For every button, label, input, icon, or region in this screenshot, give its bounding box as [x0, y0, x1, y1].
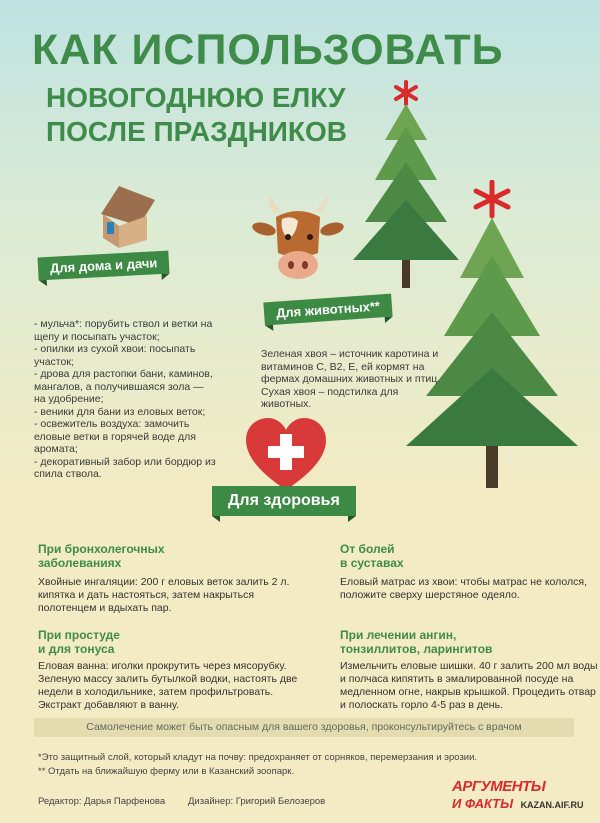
editor-credit: Редактор: Дарья Парфенова — [38, 796, 166, 807]
animals-line: Сухая хвоя – подстилка для — [261, 385, 399, 398]
joints-heading — [340, 542, 404, 570]
throat-heading — [340, 628, 492, 656]
throat-text — [340, 660, 598, 712]
heart-cross-icon — [246, 418, 326, 492]
animals-line: животных. — [261, 398, 312, 410]
aif-logo — [452, 778, 584, 813]
home-item: - дрова для растопки бани, каминов, — [34, 368, 213, 380]
animals-text — [261, 348, 440, 411]
cold-line: Экстракт добавляют в ванну. — [38, 699, 180, 711]
cold-text — [38, 660, 297, 712]
throat-line: и полчаса кипятить в эмалированной посуде на — [340, 673, 574, 685]
home-item: на удобрение; — [34, 393, 104, 405]
throat-line: Измельчить еловые шишки. 40 г залить 200 мл воды — [340, 660, 598, 672]
logo-line-2: И ФАКТЫ — [452, 796, 514, 811]
home-item: - декоративный забор или бордюр из — [34, 455, 216, 468]
home-item: спила ствола. — [34, 468, 102, 480]
bronchi-title-1: При бронхолегочных — [38, 542, 165, 556]
cold-title-2: и для тонуса — [38, 642, 115, 656]
home-item: - опилки из сухой хвои: посыпать — [34, 343, 196, 355]
throat-line: и полоскать горло 4-5 раз в день. — [340, 699, 503, 711]
big-fir-tree-icon — [400, 180, 590, 500]
joints-line: положите сверху шерстяное одеяло. — [340, 589, 520, 601]
animals-line: фермах домашних животных и птиц. — [261, 373, 441, 385]
throat-line: медленном огне, накрыв крышкой. Процедить отвар — [340, 686, 596, 698]
house-icon — [93, 180, 165, 250]
throat-title-1: При лечении ангин, — [340, 628, 457, 642]
title-line-1: КАК ИСПОЛЬЗОВАТЬ — [32, 26, 504, 74]
home-item: - мульча*: порубить ствол и ветки на — [34, 318, 213, 330]
star-icon — [476, 182, 508, 216]
footnote-2: ** Отдать на ближайшую ферму или в Казанский зоопарк. — [38, 766, 295, 777]
animals-line: витаминов С, В2, Е, ей кормят на — [261, 360, 425, 373]
joints-line: Еловый матрас из хвои: чтобы матрас не кололся, — [340, 576, 587, 588]
footnote-1: *Это защитный слой, который кладут на почву: предохраняет от сорняков, перемерзания и эрозии. — [38, 752, 478, 763]
bronchi-heading — [38, 542, 165, 570]
home-item: аромата; — [34, 443, 78, 455]
cold-line: недели в холодильнике, затем профильтровать. — [38, 686, 274, 698]
bronchi-line: кипятка и дать настояться, затем накрыться — [38, 589, 255, 601]
home-item: щепу и посыпать участок; — [34, 330, 160, 343]
star-icon — [396, 82, 416, 104]
bronchi-line: полотенцем и вдыхать пар. — [38, 602, 172, 614]
home-list — [34, 318, 216, 481]
logo-site: KAZAN.AIF.RU — [520, 800, 584, 810]
logo-line-1: АРГУМЕНТЫ — [452, 778, 546, 795]
throat-title-2: тонзиллитов, ларингитов — [340, 642, 493, 656]
home-item: еловые ветки в горячей воде для — [34, 430, 196, 443]
cow-icon — [252, 195, 344, 285]
home-item: - веники для бани из еловых веток; — [34, 405, 206, 418]
health-ribbon — [212, 486, 356, 516]
home-item: мангалов, а получившаяся зола — — [34, 380, 204, 393]
bronchi-line: Хвойные ингаляции: 200 г еловых веток залить 2 л. — [38, 576, 290, 588]
home-item: - освежитель воздуха: замочить — [34, 418, 190, 430]
warning-banner: Самолечение может быть опасным для вашего здоровья, проконсультируйтесь с врачом — [34, 718, 574, 737]
cold-heading — [38, 628, 120, 656]
animals-ribbon-label: Для животных** — [275, 298, 381, 321]
animals-line: Зеленая хвоя – источник каротина и — [261, 348, 439, 360]
title-line-2: НОВОГОДНЮЮ ЕЛКУ — [46, 82, 346, 113]
health-ribbon-label: Для здоровья — [228, 492, 340, 509]
home-item: участок; — [34, 355, 74, 368]
cold-line: Еловая ванна: иголки прокрутить через мясорубку. — [38, 660, 287, 672]
cold-line: Зеленую массу залить бутылкой водки, настоять две — [38, 673, 298, 685]
title-line-3: ПОСЛЕ ПРАЗДНИКОВ — [46, 116, 348, 147]
home-ribbon-label: Для дома и дачи — [49, 255, 158, 276]
joints-title-1: От болей — [340, 542, 395, 556]
cold-title-1: При простуде — [38, 628, 120, 642]
joints-title-2: в суставах — [340, 556, 404, 570]
bronchi-title-2: заболеваниях — [38, 556, 122, 570]
joints-text — [340, 576, 587, 602]
bronchi-text — [38, 576, 289, 615]
designer-credit: Дизайнер: Григорий Белозеров — [188, 796, 326, 807]
